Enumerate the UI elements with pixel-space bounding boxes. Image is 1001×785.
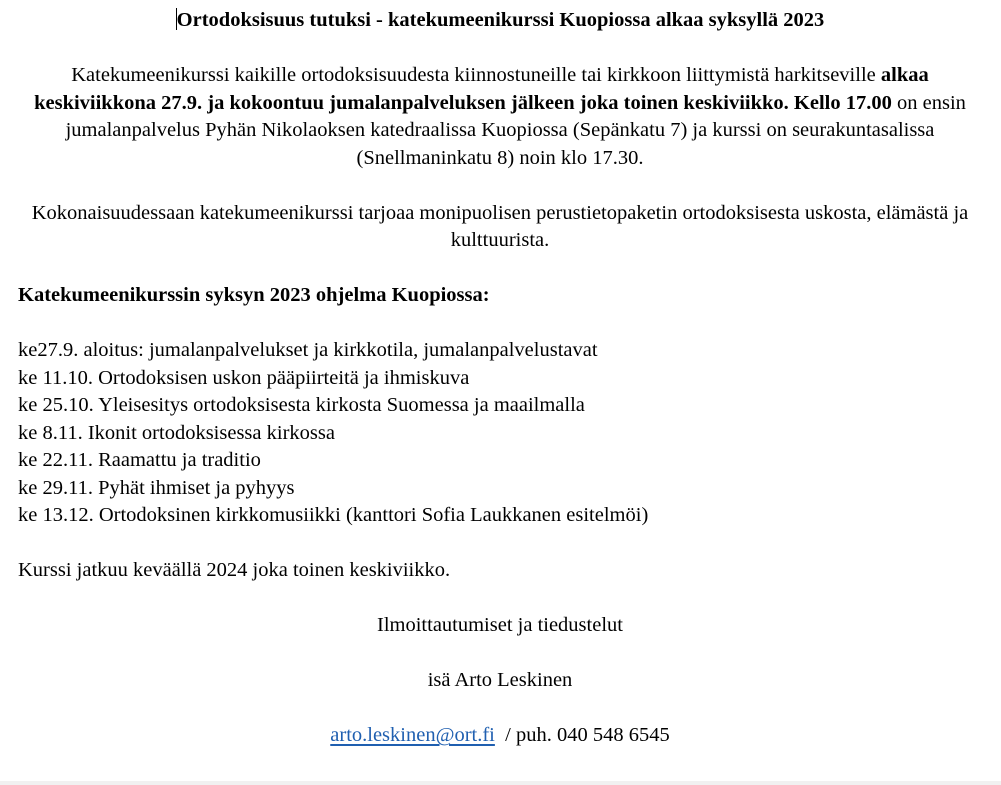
spacer — [18, 585, 982, 613]
intro-bold-text: alkaa keskiviikkona 27.9. ja kokoontuu jumalanpalveluksen jälkeen joka toinen keskiviikko. Kello 17.00 — [34, 64, 929, 114]
document-body — [18, 7, 982, 750]
program-heading: Katekumeenikurssin syksyn 2023 ohjelma Kuopiossa: — [18, 284, 490, 306]
email-link[interactable]: arto.leskinen@ort.fi — [330, 724, 495, 746]
phone-text: / puh. 040 548 6545 — [494, 724, 670, 746]
program-item: ke 29.11. Pyhät ihmiset ja pyhyys — [18, 476, 295, 499]
spacer — [18, 530, 982, 558]
program-item: ke27.9. aloitus: jumalanpalvelukset ja kirkkotila, jumalanpalvelustavat — [18, 339, 598, 361]
program-item: ke 11.10. Ortodoksisen uskon pääpiirteitä ja ihmiskuva — [18, 366, 470, 389]
spacer — [18, 172, 982, 200]
bottom-edge — [0, 781, 1001, 785]
contact-heading: Ilmoittautumiset ja tiedustelut — [377, 614, 623, 636]
program-item: ke 8.11. Ikonit ortodoksisessa kirkossa — [18, 421, 335, 444]
continuation-text: Kurssi jatkuu keväällä 2024 joka toinen keskiviikko. — [18, 559, 451, 581]
program-item: ke 13.12. Ortodoksinen kirkkomusiikki (kanttori Sofia Laukkanen esitelmöi) — [18, 504, 649, 526]
intro-paragraph — [18, 62, 982, 172]
spacer — [18, 310, 982, 338]
spacer — [18, 35, 982, 63]
program-list — [18, 337, 982, 530]
contact-name: isä Arto Leskinen — [427, 669, 573, 691]
spacer — [18, 255, 982, 283]
spacer — [18, 640, 982, 668]
contact-line — [18, 722, 982, 750]
program-item: ke 25.10. Yleisesitys ortodoksisesta kirkosta Suomessa ja maailmalla — [18, 394, 585, 416]
intro-text-2: on ensin jumalanpalvelus Pyhän Nikolaoksen katedraalissa Kuopiossa (Sepänkatu 7) ja kurssi on seurakuntasalissa (Snellmaninkatu 8) noin klo 17.30. — [65, 91, 966, 169]
spacer — [18, 695, 982, 723]
summary-paragraph: Kokonaisuudessaan katekumeenikurssi tarjoaa monipuolisen perustietopaketin ortodoksisesta uskosta, elämästä ja kulttuurista. — [31, 201, 969, 251]
intro-text-1: Katekumeenikurssi kaikille ortodoksisuudesta kiinnostuneille tai kirkkoon liittymistä harkitseville — [71, 64, 881, 86]
document-title — [18, 7, 982, 35]
program-item: ke 22.11. Raamattu ja traditio — [18, 449, 261, 471]
document-title-text: Ortodoksisuus tutuksi - katekumeenikurssi Kuopiossa alkaa syksyllä 2023 — [176, 9, 825, 31]
